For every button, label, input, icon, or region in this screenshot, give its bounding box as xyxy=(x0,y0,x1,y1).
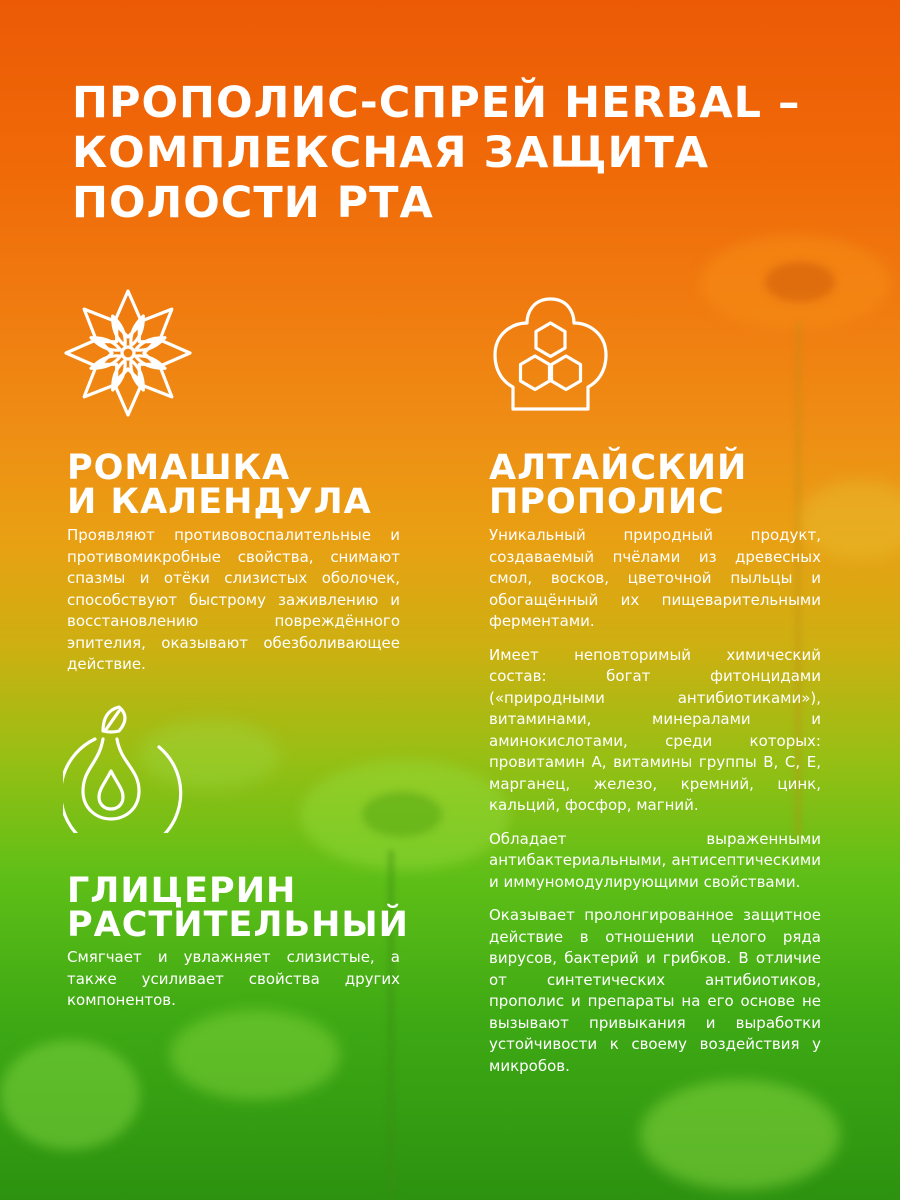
title-line-2: КОМПЛЕКСНАЯ ЗАЩИТА xyxy=(72,128,710,178)
blurred-flower xyxy=(640,1080,840,1190)
propolis-paragraph: Оказывает пролонгированное защитное действие в отношении целого ряда вирусов, бактерий и грибков. В отличие от синтетических антибиотиков, прополис и препараты на его основе не вызывают привыкания и выработки устойчивости к своему воздействия у микробов. xyxy=(489,906,821,1075)
propolis-description xyxy=(489,525,821,1089)
pear-drop-icon xyxy=(63,703,213,833)
glycerin-text: Смягчает и увлажняет слизистые, а также усиливает свойства других компонентов. xyxy=(67,948,400,1009)
glycerin-description xyxy=(67,947,400,1024)
propolis-paragraph: Имеет неповторимый химический состав: богат фитонцидами («природными антибиотиками»), витаминами, минералами и аминокислотами, среди которых: провитамин А, витамины группы B, C, E, марганец, железо, кремний, цинк, кальций, фосфор, магний. xyxy=(489,645,821,814)
blurred-flower xyxy=(170,1010,340,1100)
blurred-flower-center xyxy=(362,792,442,837)
propolis-paragraph: Обладает выраженными антибактериальными, антисептическими и иммуномодулирующими свойствами. xyxy=(489,829,821,891)
propolis-heading xyxy=(489,448,889,522)
title-line-3: ПОЛОСТИ РТА xyxy=(72,178,434,228)
honeycomb-icon xyxy=(488,293,613,415)
propolis-heading-line-1: АЛТАЙСКИЙ xyxy=(489,448,748,488)
chamomile-heading-line-1: РОМАШКА xyxy=(67,448,291,488)
propolis-heading-line-2: ПРОПОЛИС xyxy=(489,482,725,522)
chamomile-text: Проявляют противовоспалительные и противомикробные свойства, снимают спазмы и отёки слизистых оболочек, способствуют быстрому заживлению и восстановлению повреждённого эпителия, оказывают обезболивающее действие. xyxy=(67,526,400,673)
title-line-1: ПРОПОЛИС-СПРЕЙ HERBAL – xyxy=(72,78,801,128)
glycerin-heading xyxy=(67,871,467,945)
glycerin-heading-line-1: ГЛИЦЕРИН xyxy=(67,871,297,911)
blurred-flower xyxy=(0,1040,140,1150)
blurred-flower-center xyxy=(765,262,835,302)
chamomile-description xyxy=(67,525,400,688)
page-title xyxy=(72,78,832,228)
chamomile-heading xyxy=(67,448,467,522)
chamomile-heading-line-2: И КАЛЕНДУЛА xyxy=(67,482,372,522)
flower-mandala-icon xyxy=(63,288,193,418)
glycerin-heading-line-2: РАСТИТЕЛЬНЫЙ xyxy=(67,905,409,945)
propolis-paragraph: Уникальный природный продукт, создаваемый пчёлами из древесных смол, восков, цветочной пыльцы и обогащённый их пищеварительными ферментами. xyxy=(489,526,821,630)
